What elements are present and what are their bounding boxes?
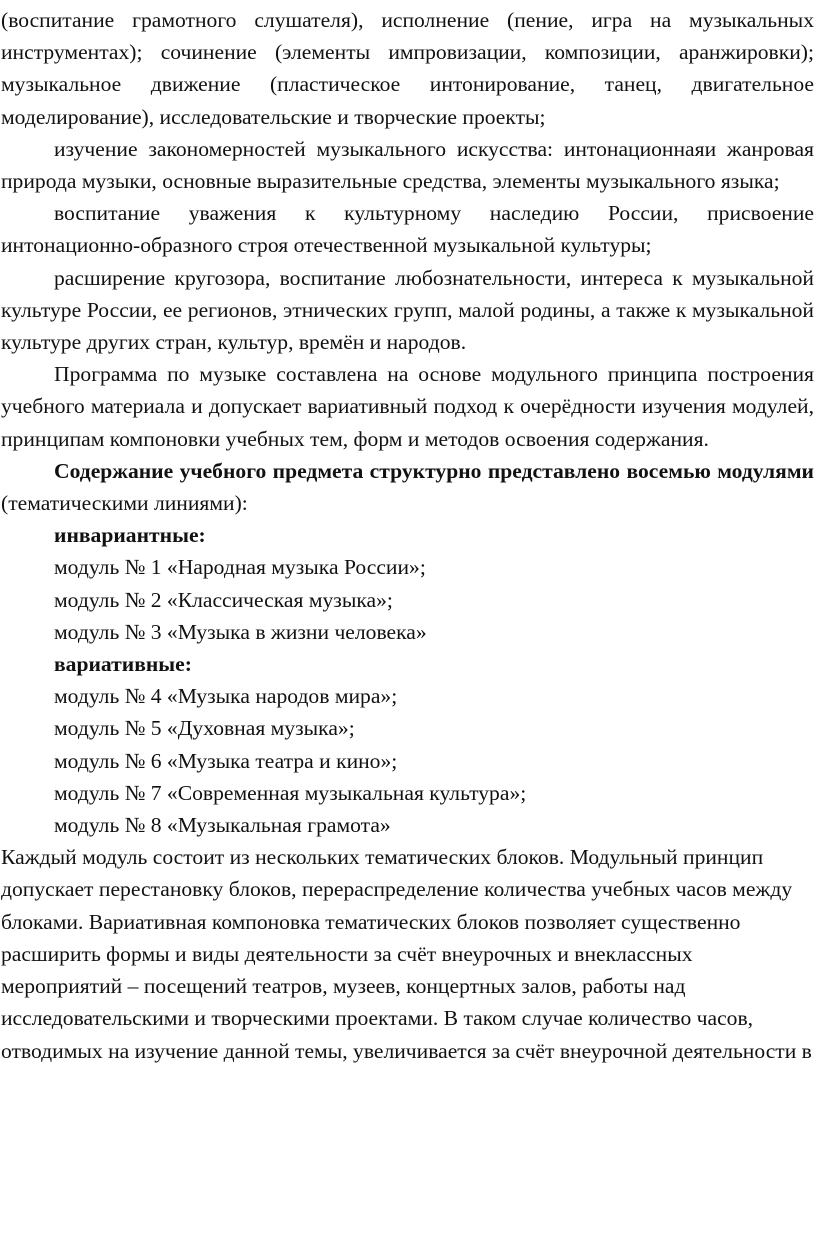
paragraph-program: Программа по музыке составлена на основе модульного принципа построения учебного материала и допускает вариативный подход к очерёдности изучения модулей, принципам компоновки учебных тем, форм и методов освоения содержания. <box>1 362 814 451</box>
paragraph-content-structure <box>1 455 814 519</box>
module-item: модуль № 6 «Музыка театра и кино»; <box>54 748 398 773</box>
module-item: модуль № 2 «Классическая музыка»; <box>54 587 393 612</box>
module-item: модуль № 7 «Современная музыкальная культура»; <box>54 780 527 805</box>
module-item: модуль № 8 «Музыкальная грамота» <box>54 813 391 838</box>
content-structure-bold: Содержание учебного предмета структурно представлено восемью модулями <box>54 458 814 483</box>
module-item: модуль № 1 «Народная музыка России»; <box>54 555 426 580</box>
variative-heading: вариативные: <box>54 652 192 677</box>
paragraph-activities: (воспитание грамотного слушателя), исполнение (пение, игра на музыкальных инструментах); сочинение (элементы импровизации, композиции, аранжировки); музыкальное движение (пластическое интонирование, танец, двигательное моделирование), исследовательские и творческие проекты; <box>1 8 814 129</box>
module-item: модуль № 4 «Музыка народов мира»; <box>54 684 398 709</box>
invariant-heading: инвариантные: <box>54 523 206 548</box>
paragraph-outlook: расширение кругозора, воспитание любознательности, интереса к музыкальной культуре России, ее регионов, этнических групп, малой родины, а также к музыкальной культуре других стран, культур, времён и народов. <box>1 265 814 355</box>
paragraph-heritage: воспитание уважения к культурному наследию России, присвоение интонационно-образного строя отечественной музыкальной культуры; <box>1 201 814 258</box>
content-structure-rest: (тематическими линиями): <box>1 491 248 516</box>
paragraph-module-blocks: Каждый модуль состоит из нескольких тематических блоков. Модульный принцип допускает перестановку блоков, перераспределение количества учебных часов между блоками. Вариативная компоновка тематических блоков позволяет существенно расширить формы и виды деятельности за счёт внеурочных и внеклассных мероприятий – посещений театров, музеев, концертных залов, работы над исследовательскими и творческими проектами. В таком случае количество часов, отводимых на изучение данной темы, увеличивается за счёт внеурочной деятельности в <box>1 845 812 1063</box>
module-item: модуль № 5 «Духовная музыка»; <box>54 716 355 741</box>
paragraph-patterns: изучение закономерностей музыкального искусства: интонационнаяи жанровая природа музыки, основные выразительные средства, элементы музыкального языка; <box>1 136 814 194</box>
module-item: модуль № 3 «Музыка в жизни человека» <box>54 619 427 644</box>
